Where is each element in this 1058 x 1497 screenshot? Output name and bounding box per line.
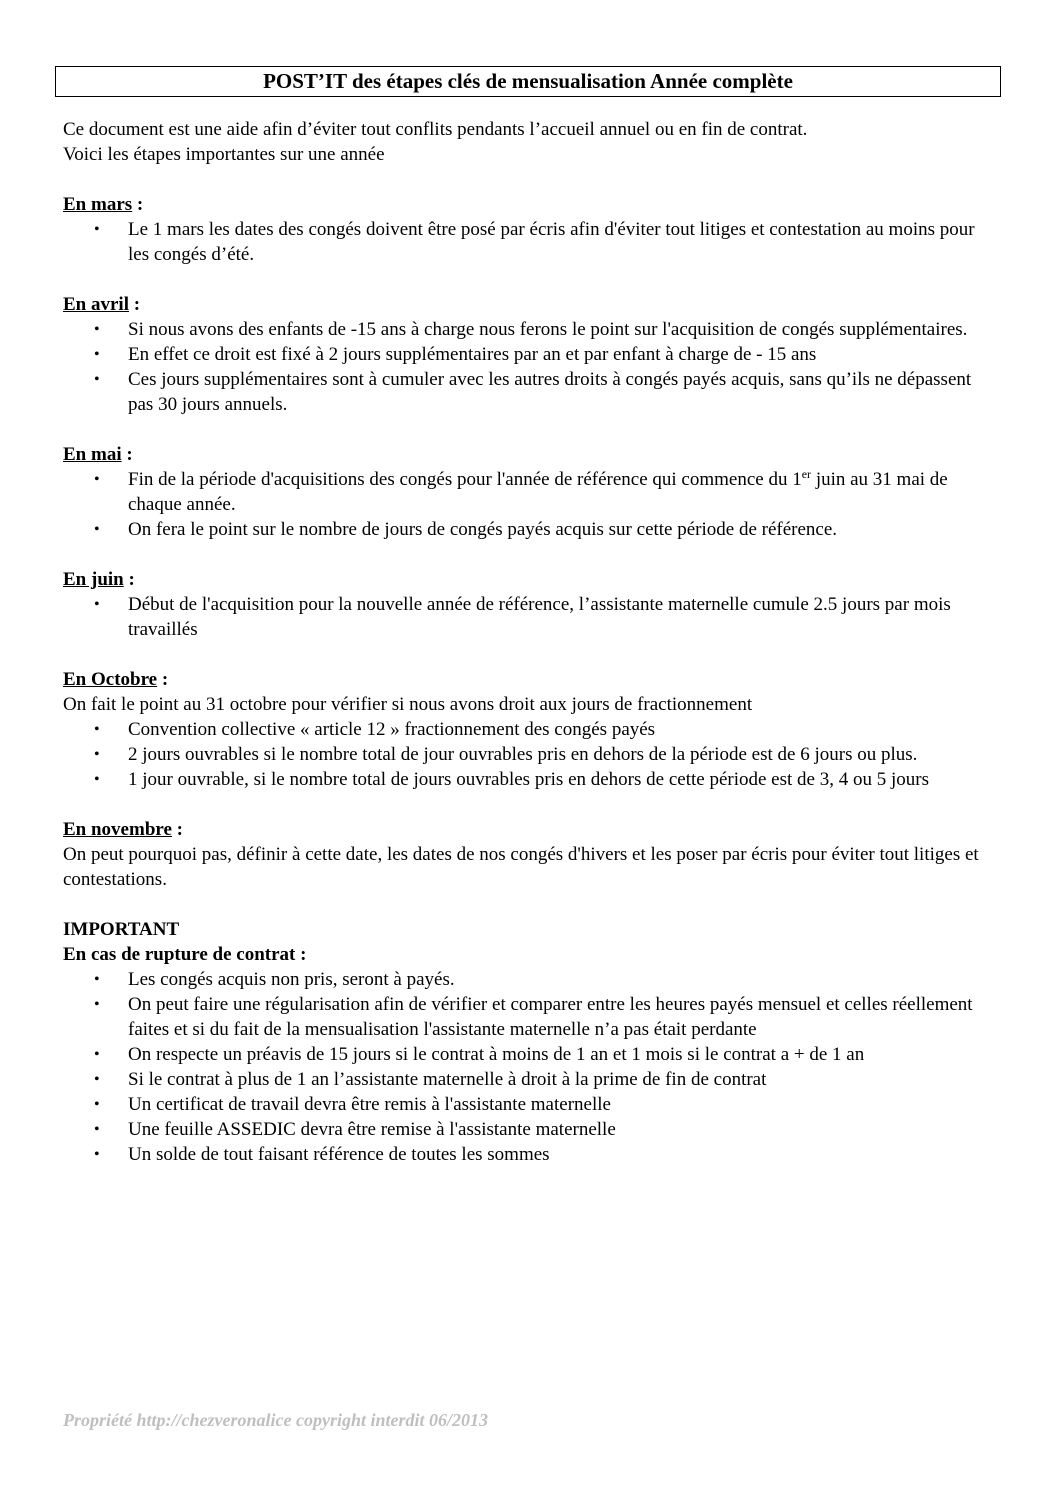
list-item: • Début de l'acquisition pour la nouvelle année de référence, l’assistante maternelle cumule 2.5 jours par mois travaillés: [63, 592, 993, 642]
list-item: • Si le contrat à plus de 1 an l’assistante maternelle à droit à la prime de fin de contrat: [63, 1067, 993, 1092]
footer-watermark: Propriété http://chezveronalice copyright interdit 06/2013: [63, 1410, 488, 1430]
important-label: IMPORTANT: [63, 919, 180, 940]
intro: [63, 117, 993, 167]
list-item: • On fera le point sur le nombre de jours de congés payés acquis sur cette période de référence.: [63, 517, 993, 542]
list-item: • Fin de la période d'acquisitions des congés pour l'année de référence qui commence du 1er juin au 31 mai de chaque année.: [63, 467, 993, 517]
intro-line-2: Voici les étapes importantes sur une année: [63, 144, 385, 165]
list-item: • Un solde de tout faisant référence de toutes les sommes: [63, 1142, 993, 1167]
section-mars: En mars : • Le 1 mars les dates des congés doivent être posé par écris afin d'éviter tout litiges et contestation au moins pour les congés d’été.: [63, 192, 993, 267]
heading-avril: En avril: [63, 294, 129, 315]
list-item: • En effet ce droit est fixé à 2 jours supplémentaires par an et par enfant à charge de - 15 ans: [63, 342, 993, 367]
document-body: [63, 117, 993, 1167]
list-item: • Convention collective « article 12 » fractionnement des congés payés: [63, 717, 993, 742]
list-item: • Le 1 mars les dates des congés doivent être posé par écris afin d'éviter tout litiges et contestation au moins pour les congés d’été.: [63, 217, 993, 267]
list-item: • On peut faire une régularisation afin de vérifier et comparer entre les heures payés mensuel et celles réellement faites et si du fait de la mensualisation l'assistante maternelle n’a pas était perdante: [63, 992, 993, 1042]
list-octobre: [63, 717, 993, 792]
section-octobre: En Octobre : On fait le point au 31 octobre pour vérifier si nous avons droit aux jours de fractionnement • Convention collective « article 12 » fractionnement des congés payés • 2 jours ouvrables si le nombre total de jour ouvrables pris en dehors de la période est de 6 jours ou plus. • 1 jour ouvrable, si le nombre total de jours ouvrables pris en dehors de cette période est de 3, 4 ou 5 jours: [63, 667, 993, 792]
intro-line-1: Ce document est une aide afin d’éviter tout conflits pendants l’accueil annuel ou en fin de contrat.: [63, 119, 808, 140]
section-avril: En avril : • Si nous avons des enfants de -15 ans à charge nous ferons le point sur l'acquisition de congés supplémentaires. • En effet ce droit est fixé à 2 jours supplémentaires par an et par enfant à charge de - 15 ans • Ces jours supplémentaires sont à cumuler avec les autres droits à congés payés acquis, sans qu’ils ne dépassent pas 30 jours annuels.: [63, 292, 993, 417]
list-mars: [63, 217, 993, 267]
list-avril: [63, 317, 993, 417]
section-juin: En juin : • Début de l'acquisition pour la nouvelle année de référence, l’assistante maternelle cumule 2.5 jours par mois travaillés: [63, 567, 993, 642]
heading-mai: En mai: [63, 444, 122, 465]
list-item: • On respecte un préavis de 15 jours si le contrat à moins de 1 an et 1 mois si le contrat a + de 1 an: [63, 1042, 993, 1067]
section-important: [63, 917, 993, 1167]
section-mai: En mai : • Fin de la période d'acquisitions des congés pour l'année de référence qui commence du 1er juin au 31 mai de chaque année. • On fera le point sur le nombre de jours de congés payés acquis sur cette période de référence.: [63, 442, 993, 542]
octobre-text: On fait le point au 31 octobre pour vérifier si nous avons droit aux jours de fractionnement: [63, 694, 753, 715]
heading-mars: En mars: [63, 194, 133, 215]
novembre-text: On peut pourquoi pas, définir à cette date, les dates de nos congés d'hivers et les poser par écris pour éviter tout litiges et contestations.: [63, 844, 979, 890]
list-item: • 2 jours ouvrables si le nombre total de jour ouvrables pris en dehors de la période est de 6 jours ou plus.: [63, 742, 993, 767]
document-title: POST’IT des étapes clés de mensualisation Année complète: [55, 66, 1001, 97]
list-item: • Ces jours supplémentaires sont à cumuler avec les autres droits à congés payés acquis, sans qu’ils ne dépassent pas 30 jours annuels.: [63, 367, 993, 417]
heading-novembre: En novembre: [63, 819, 172, 840]
list-important: [63, 967, 993, 1167]
rupture-heading: En cas de rupture de contrat :: [63, 944, 307, 965]
list-item: • Un certificat de travail devra être remis à l'assistante maternelle: [63, 1092, 993, 1117]
heading-juin: En juin: [63, 569, 124, 590]
list-item: • Une feuille ASSEDIC devra être remise à l'assistante maternelle: [63, 1117, 993, 1142]
list-item: • 1 jour ouvrable, si le nombre total de jours ouvrables pris en dehors de cette période est de 3, 4 ou 5 jours: [63, 767, 993, 792]
list-juin: [63, 592, 993, 642]
heading-octobre: En Octobre: [63, 669, 158, 690]
list-mai: [63, 467, 993, 542]
section-novembre: En novembre : On peut pourquoi pas, définir à cette date, les dates de nos congés d'hivers et les poser par écris pour éviter tout litiges et contestations.: [63, 817, 993, 892]
list-item: • Si nous avons des enfants de -15 ans à charge nous ferons le point sur l'acquisition de congés supplémentaires.: [63, 317, 993, 342]
list-item: • Les congés acquis non pris, seront à payés.: [63, 967, 993, 992]
